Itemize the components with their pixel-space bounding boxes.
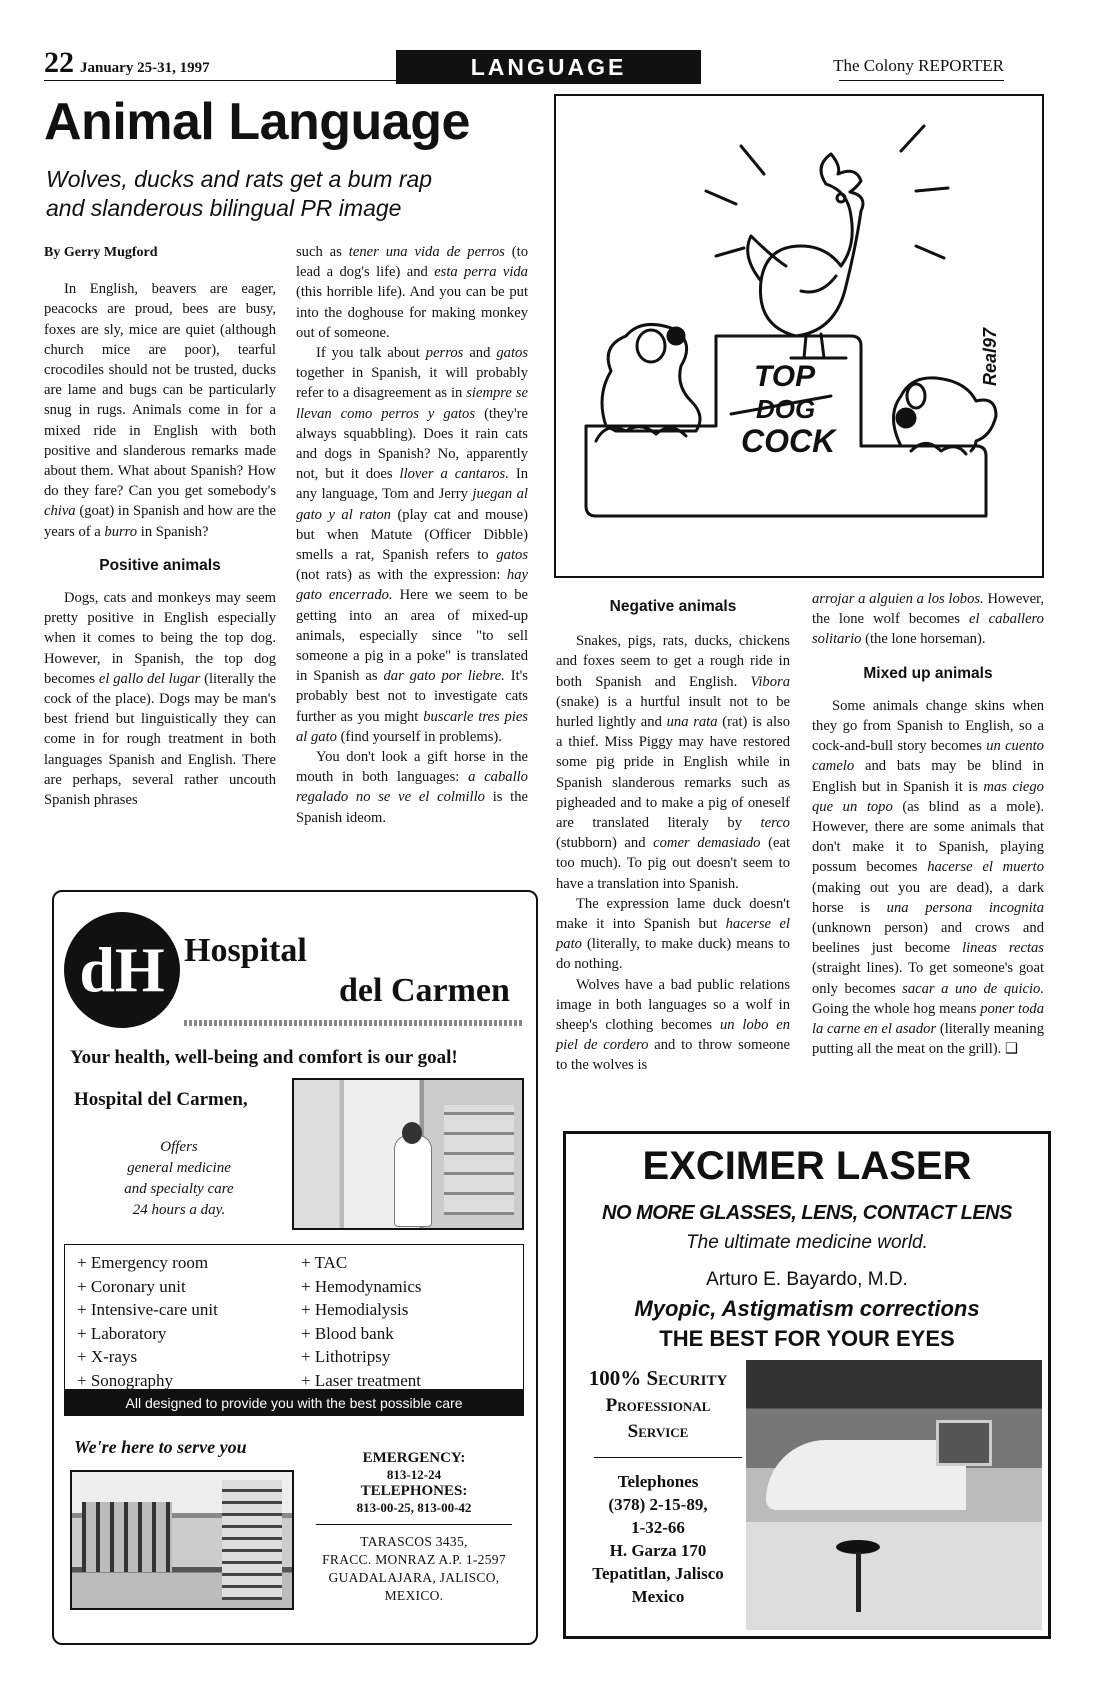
laser-address-3: Mexico: [631, 1587, 685, 1606]
laser-security-block: [574, 1366, 742, 1468]
deck: [46, 165, 432, 223]
service-item: + Intensive-care unit: [77, 1300, 218, 1319]
paper-name: The Colony REPORTER: [833, 56, 1004, 75]
sign-top: TOP: [754, 360, 816, 393]
hospital-offers: Offers general medicine and specialty care 24 hours a day.: [124, 1139, 234, 1218]
paragraph: Wolves have a bad public relations image in both languages so a wolf in sheep's clothing becomes un lobo en piel de cordero and to throw someone to the wolves is: [556, 976, 790, 1074]
service-item: + Emergency room: [77, 1253, 209, 1272]
laser-security: 100% Security: [588, 1366, 728, 1390]
masthead: [44, 44, 1044, 88]
service-item: + X-rays: [77, 1347, 138, 1366]
paragraph: arrojar a alguien a los lobos. However, the lone wolf becomes el caballero solitario (the lone horseman).: [812, 591, 1044, 648]
article-column-4: [812, 589, 1044, 1059]
telephones-label: TELEPHONES:: [360, 1483, 468, 1499]
laser-corrections: Myopic, Astigmatism corrections: [634, 1296, 980, 1321]
byline: By Gerry Mugford: [44, 245, 158, 260]
hospital-banner: [64, 1390, 524, 1416]
cartoon-illustration: [556, 96, 1042, 576]
service-item: + Hemodynamics: [301, 1276, 422, 1296]
hospital-name-line-2: del Carmen: [339, 972, 510, 1009]
paragraph: If you talk about perros and gatos together in Spanish, it will probably refer to a disagreement as in siempre se llevan como perros y gatos (they're always squabbling). Does it rain cats and dogs in Spanish? No, apparently not, but it does llover a cantaros. In any language, Tom and Jerry juegan al gato y al raton (play cat and mouse) but when Matute (Officer Dibble) smells a rat, Spanish refers to gatos (not rats) as with the expression: hay gato encerrado. Here we seem to be getting into an area of mixed-up animals, especially since "to sell someone a pig in a poke" is translated in Spanish as dar gato por liebre. It's probably best not to investigate cats further as you might buscarle tres pies al gato (find yourself in problems).: [296, 345, 529, 745]
laser-contact: [574, 1470, 742, 1608]
service-item: + Hemodialysis: [301, 1300, 409, 1319]
section-label: [396, 50, 701, 84]
masthead-rule: [44, 80, 396, 81]
emergency-number: 813-12-24: [386, 1467, 442, 1482]
laser-subtitle: The ultimate medicine world.: [686, 1232, 928, 1253]
paragraph: Dogs, cats and monkeys may seem pretty positive in English especially when it comes to being the top dog. However, in Spanish, the top dog becomes el gallo del lugar (literally the cock of the place). Dogs may be man's best friend but linguistically they can come in for rough treatment in both languages Spanish and English. There are perhaps, several rather uncouth Spanish phrases: [44, 590, 276, 809]
article-column-1: [44, 243, 276, 810]
laser-ad: [563, 1131, 1051, 1639]
laser-service: Service: [627, 1421, 689, 1442]
laser-address-2: Tepatitlan, Jalisco: [592, 1564, 724, 1583]
service-item: + Laboratory: [77, 1323, 167, 1343]
hospital-slogan: Your health, well-being and comfort is our goal!: [70, 1047, 458, 1068]
deck-line-2: and slanderous bilingual PR image: [46, 195, 402, 221]
subhead-mixed-up-animals: Mixed up animals: [863, 664, 993, 682]
services-left: [77, 1251, 218, 1392]
left-dog: [602, 324, 700, 431]
hospital-logo: [64, 912, 180, 1028]
sign-bottom: COCK: [741, 423, 836, 459]
hospital-logo-letters: dH: [79, 934, 165, 1005]
hospital-banner-text: All designed to provide you with the best possible care: [125, 1395, 463, 1411]
paragraph: Snakes, pigs, rats, ducks, chickens and foxes seem to get a rough ride in both Spanish and English. Vibora (snake) is a hurtful insult not to be hurled lightly and una rata (rat) is also a thief. Miss Piggy may have restored some pig pride in English while in Spanish slanderous remarks such as pigheaded and to make a pig of oneself are translated literaly by terco (stubborn) and comer demasiado (eat too much). To pig out doesn't seem to have a translation into Spanish.: [556, 633, 791, 892]
issue-date: January 25-31, 1997: [80, 60, 210, 76]
masthead-rule-right: [839, 80, 1004, 81]
hospital-serve-script: We're here to serve you: [74, 1437, 247, 1457]
subhead-negative-animals: Negative animals: [609, 598, 737, 615]
contact-rule: [316, 1524, 512, 1525]
hospital-services-box: [64, 1244, 524, 1390]
article-column-2: [296, 242, 528, 828]
hospital-name-line-1: Hospital: [184, 932, 307, 969]
deck-line-1: Wolves, ducks and rats get a bum rap: [46, 166, 433, 192]
paragraph: You don't look a gift horse in the mouth in both languages: a caballo regalado no se ve el colmillo is the Spanish ideom.: [296, 749, 528, 826]
laser-telephones-label: Telephones: [617, 1472, 699, 1491]
laser-best: THE BEST FOR YOUR EYES: [659, 1326, 955, 1351]
end-mark: ❑: [1004, 1041, 1019, 1058]
telephones-numbers: 813-00-25, 813-00-42: [356, 1500, 472, 1515]
service-item: + Laser treatment: [301, 1370, 422, 1390]
laser-rule: [594, 1457, 742, 1458]
paragraph: The expression lame duck doesn't make it into Spanish but hacerse el pato (literally, to make duck) means to do nothing.: [556, 895, 790, 973]
service-item: + Coronary unit: [77, 1276, 186, 1296]
hospital-heading: Hospital del Carmen,: [74, 1089, 248, 1110]
service-item: + Sonography: [77, 1370, 173, 1390]
laser-address-1: H. Garza 170: [609, 1541, 707, 1560]
service-item: + TAC: [301, 1253, 348, 1272]
emergency-label: EMERGENCY:: [362, 1450, 466, 1466]
laser-doctor: Arturo E. Bayardo, M.D.: [706, 1269, 908, 1290]
hospital-address: TARASCOS 3435, FRACC. MONRAZ A.P. 1-2597 GUADALAJARA, JALISCO, MEXICO.: [322, 1534, 506, 1603]
headline: Animal Language: [44, 93, 470, 151]
paragraph: such as tener una vida de perros (to lead a dog's life) and esta perra vida (this horrible life). And you can be put into the doghouse for making monkey out of someone.: [296, 244, 528, 341]
subhead-positive-animals: Positive animals: [99, 556, 221, 574]
laser-professional: Professional: [605, 1395, 711, 1416]
cartoon-signature: Real97: [980, 327, 1000, 386]
paragraph: In English, beavers are eager, peacocks are proud, bees are busy, foxes are sly, mice are quiet (although church mice are poor), tearful crocodiles should not be trusted, ducks are lame and bugs can be particularly snug in rugs. Animals come in for a mixed ride in English with both positive and slanderous remarks made about them. What about Spanish? How do they fare? Can you get somebody's chiva (goat) in Spanish and how are the years of a burro in Spanish?: [44, 281, 276, 540]
hospital-contact: [294, 1450, 534, 1605]
service-item: + Blood bank: [301, 1323, 394, 1343]
services-right: [301, 1251, 422, 1392]
laser-title: EXCIMER LASER: [642, 1144, 972, 1188]
article-column-3: [556, 589, 790, 1076]
section-label-text: LANGUAGE: [470, 54, 627, 80]
laser-tagline: NO MORE GLASSES, LENS, CONTACT LENS: [602, 1202, 1012, 1224]
laser-clinic-photo: [746, 1360, 1042, 1630]
sign-struck: DOG: [756, 394, 816, 424]
hospital-logo-rule: [184, 1020, 524, 1026]
hospital-building-photo: [70, 1470, 294, 1610]
hospital-interior-photo: [292, 1078, 524, 1230]
cartoon-frame: [554, 94, 1044, 578]
laser-phone-2: 1-32-66: [631, 1518, 685, 1537]
paragraph: Some animals change skins when they go from Spanish to English, so a cock-and-bull story becomes un cuento camelo and bats may be blind in English but in Spanish it is mas ciego que un topo (as blind as a mole). However, there are some animals that don't make it to Spanish, playing possum becomes hacerse el muerto (making out you are dead), a dark horse is una persona incognita (unknown person) and crows and beelines just become lineas rectas (straight lines). To get someone's goat only becomes sacar a uno de quicio. Going the whole hog means poner toda la carne en el asador (literally meaning putting all the meat on the grill). ❑: [812, 697, 1044, 1058]
hospital-ad: [52, 890, 538, 1645]
rooster-body: [760, 154, 863, 336]
page-number: 22: [44, 46, 74, 79]
service-item: + Lithotripsy: [301, 1347, 391, 1366]
laser-phone-1: (378) 2-15-89,: [608, 1495, 708, 1514]
